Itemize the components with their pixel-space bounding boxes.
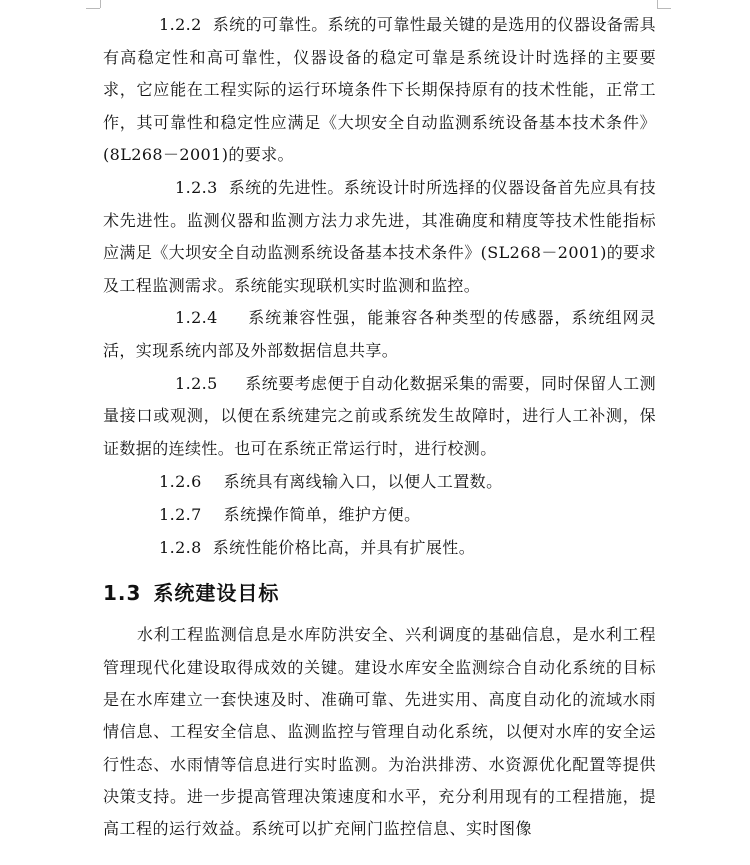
paragraph-number: 1.2.8 (159, 538, 202, 558)
paragraph-text: 系统性能价格比高，并具有扩展性。 (212, 538, 476, 558)
paragraph-text: 系统操作简单，维护方便。 (223, 505, 421, 525)
paragraph-number: 1.2.7 (159, 505, 202, 525)
paragraph-1-2-2 (103, 9, 656, 172)
paragraph-number: 1.2.4 (175, 308, 218, 328)
crop-mark-top-right (657, 0, 658, 8)
paragraph-text: 系统兼容性强，能兼容各种类型的传感器，系统组网灵活，实现系统内部及外部数据信息共享。 (103, 308, 656, 360)
paragraph-text: 系统具有离线输入口，以便人工置数。 (223, 472, 503, 492)
paragraph-1-2-5 (103, 368, 656, 466)
section-body-paragraph: 水利工程监测信息是水库防洪安全、兴利调度的基础信息，是水利工程管理现代化建设取得成效的关键。建设水库安全监测综合自动化系统的目标是在水库建立一套快速及时、准确可靠、先进实用、高度自动化的流域水雨情信息、工程安全信息、监测监控与管理自动化系统，以便对水库的安全运行性态、水雨情等信息进行实时监测。为治洪排涝、水资源优化配置等提供决策支持。进一步提高管理决策速度和水平，充分利用现有的工程措施，提高工程的运行效益。系统可以扩充闸门监控信息、实时图像 (103, 625, 656, 839)
crop-mark-top-right-horizontal (657, 8, 671, 9)
paragraph-1-2-8 (103, 531, 656, 564)
paragraph-1-2-7 (103, 498, 656, 531)
crop-mark-top-left-horizontal (86, 8, 100, 9)
paragraph-1-2-3 (103, 172, 656, 302)
crop-mark-top-left (100, 0, 101, 8)
paragraph-number: 1.2.6 (159, 472, 202, 492)
paragraph-text: 系统的可靠性。系统的可靠性最关键的是选用的仪器设备需具有高稳定性和高可靠性，仪器设备的稳定可靠是系统设计时选择的主要要求，它应能在工程实际的运行环境条件下长期保持原有的技术性能，正常工作，其可靠性和稳定性应满足《大坝安全自动监测系统设备基本技术条件》(8L268－2001)的要求。 (103, 15, 656, 165)
paragraph-1-2-6 (103, 465, 656, 498)
section-number: 1.3 (103, 581, 142, 606)
paragraph-text: 系统要考虑便于自动化数据采集的需要，同时保留人工测量接口或观测，以便在系统建完之前或系统发生故障时，进行人工补测，保证数据的连续性。也可在系统正常运行时，进行校测。 (103, 373, 656, 458)
paragraph-number: 1.2.2 (159, 15, 202, 34)
paragraph-number: 1.2.5 (175, 373, 218, 393)
paragraph-1-2-4 (103, 302, 656, 367)
paragraph-number: 1.2.3 (175, 177, 218, 197)
section-heading (103, 580, 656, 606)
paragraph-text: 系统的先进性。系统设计时所选择的仪器设备首先应具有技术先进性。监测仪器和监测方法力求先进，其准确度和精度等技术性能指标应满足《大坝安全自动监测系统设备基本技术条件》(SL268－2001)的要求及工程监测需求。系统能实现联机实时监测和监控。 (103, 177, 656, 295)
section-title: 系统建设目标 (153, 581, 280, 606)
document-content (103, 9, 656, 845)
